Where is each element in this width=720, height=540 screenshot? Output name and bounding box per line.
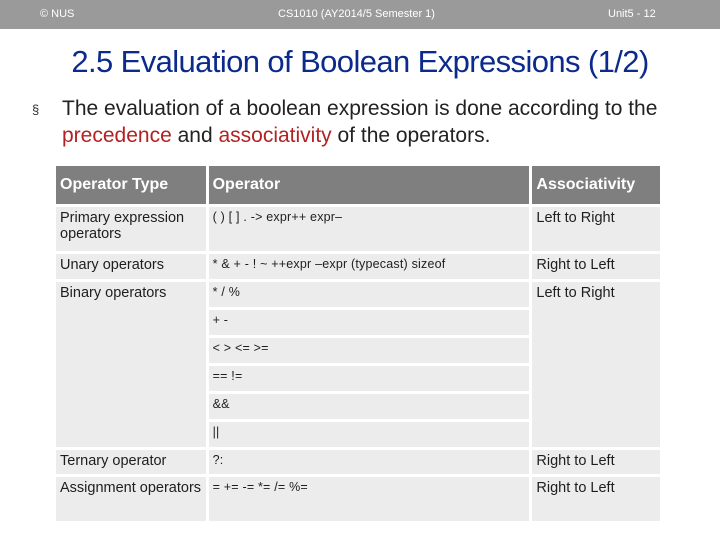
bullet-marker-icon: § xyxy=(32,102,40,117)
cell-operator: || xyxy=(209,422,530,447)
bullet-text-part: of the operators. xyxy=(331,124,491,147)
cell-associativity: Right to Left xyxy=(532,254,660,279)
bullet-text-part: The evaluation of a boolean expression is done according to the xyxy=(62,97,658,120)
cell-type: Binary operators xyxy=(56,282,206,447)
cell-operator: && xyxy=(209,394,530,419)
cell-operator: + - xyxy=(209,310,530,335)
slide-title: 2.5 Evaluation of Boolean Expressions (1/2) xyxy=(71,44,649,79)
table-header-row xyxy=(56,166,660,204)
cell-operator: < > <= >= xyxy=(209,338,530,363)
course-label: CS1010 (AY2014/5 Semester 1) xyxy=(278,8,435,20)
cell-operator: = += -= *= /= %= xyxy=(209,477,530,521)
table-row-primary xyxy=(56,207,660,251)
highlight-precedence: precedence xyxy=(62,124,172,147)
operator-table xyxy=(53,163,663,524)
cell-associativity: Left to Right xyxy=(532,207,660,251)
bullet-point xyxy=(30,95,690,149)
cell-operator: == != xyxy=(209,366,530,391)
cell-operator: ( ) [ ] . -> expr++ expr– xyxy=(209,207,530,251)
table-row-ternary xyxy=(56,450,660,474)
cell-operator: * & + - ! ~ ++expr –expr (typecast) sizeof xyxy=(209,254,530,279)
copyright-label: © NUS xyxy=(40,8,75,20)
bullet-text-part: and xyxy=(171,124,219,147)
highlight-associativity: associativity xyxy=(218,124,332,147)
slide-number: Unit5 - 12 xyxy=(608,8,656,20)
cell-operator: ?: xyxy=(209,450,530,474)
cell-type: Ternary operator xyxy=(56,450,206,474)
cell-type: Primary expression operators xyxy=(56,207,206,251)
table-row-unary xyxy=(56,254,660,279)
cell-type: Unary operators xyxy=(56,254,206,279)
cell-associativity: Right to Left xyxy=(532,450,660,474)
header-operator-type: Operator Type xyxy=(56,166,206,204)
header-associativity: Associativity xyxy=(532,166,660,204)
cell-associativity: Left to Right xyxy=(532,282,660,447)
bullet-text xyxy=(30,95,690,149)
cell-type: Assignment operators xyxy=(56,477,206,521)
table-row-assignment xyxy=(56,477,660,521)
table-row-binary xyxy=(56,282,660,307)
cell-operator: * / % xyxy=(209,282,530,307)
cell-associativity: Right to Left xyxy=(532,477,660,521)
header-operator: Operator xyxy=(209,166,530,204)
slide-header-bar xyxy=(0,0,720,29)
